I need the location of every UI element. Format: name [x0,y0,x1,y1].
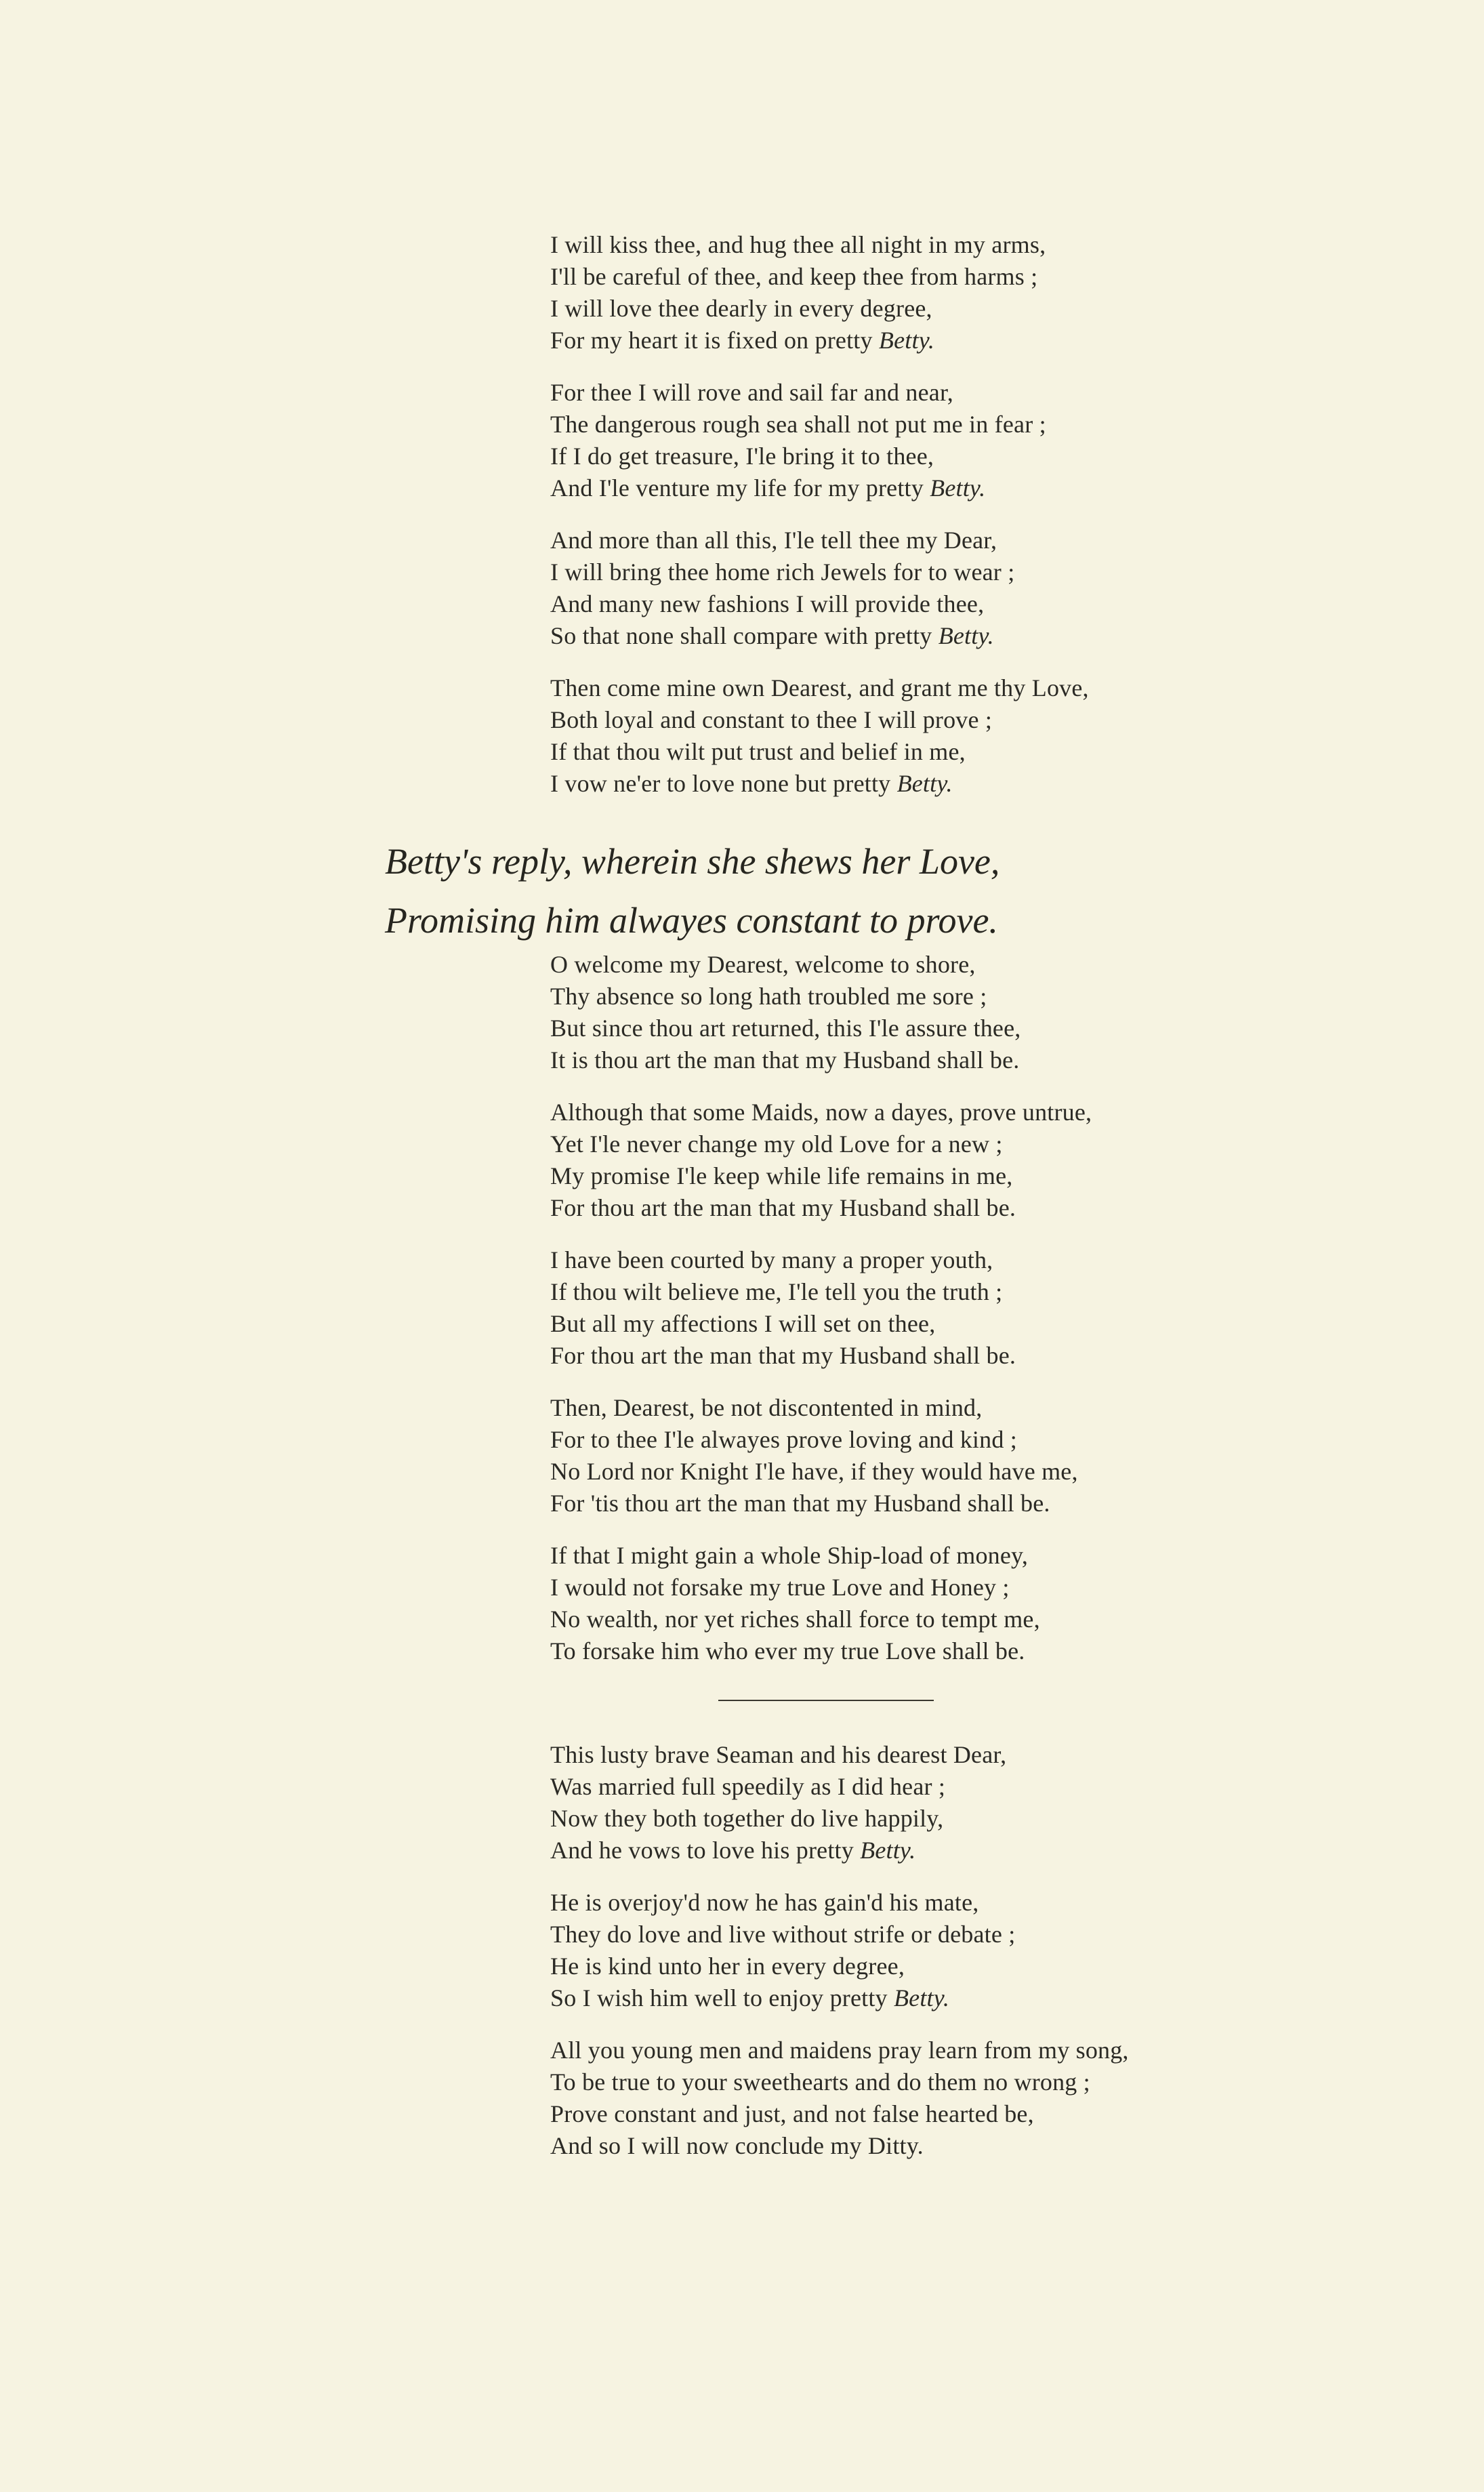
stanza [550,1244,1363,1372]
verse-line: For thou art the man that my Husband shall be. [550,1194,1016,1221]
stanza [550,1739,1363,1866]
verse-line: To forsake him who ever my true Love shall be. [550,1637,1025,1664]
verse-line: Although that some Maids, now a dayes, prove untrue, [550,1099,1092,1126]
reply-heading [385,832,1266,950]
section-divider [718,1700,934,1701]
verse-line: Thy absence so long hath troubled me sore ; [550,983,987,1010]
verse-line: Then come mine own Dearest, and grant me thy Love, [550,674,1089,701]
verse-line: Now they both together do live happily, [550,1805,944,1832]
verse-line: If I do get treasure, I'le bring it to thee, [550,443,934,470]
verse-line: No Lord nor Knight I'le have, if they would have me, [550,1458,1078,1485]
stanza [550,229,1363,356]
verse-line: No wealth, nor yet riches shall force to tempt me, [550,1606,1040,1633]
italic-name: Betty. [896,770,953,797]
stanza [550,672,1363,800]
verse-text: So that none shall compare with pretty [550,622,939,649]
verse-line: I'll be careful of thee, and keep thee from harms ; [550,263,1038,290]
italic-name: Betty. [878,327,935,354]
verse-line: But since thou art returned, this I'le assure thee, [550,1015,1021,1042]
verse-line: They do love and live without strife or debate ; [550,1921,1016,1948]
verse-text: For my heart it is fixed on pretty [550,327,879,354]
verse-line: Both loyal and constant to thee I will prove ; [550,706,993,733]
verse-text: So I wish him well to enjoy pretty [550,1984,894,2011]
verse-line [550,1835,1363,1866]
verse-line: O welcome my Dearest, welcome to shore, [550,951,976,978]
verse-line: If thou wilt believe me, I'le tell you the truth ; [550,1278,1003,1305]
verse-line: For thou art the man that my Husband shall be. [550,1342,1016,1369]
italic-name: Betty. [860,1837,916,1864]
verse-line: If that I might gain a whole Ship-load of money, [550,1542,1029,1569]
stanza [550,1887,1363,2014]
italic-name: Betty. [893,1984,950,2011]
verse-text: And he vows to love his pretty [550,1837,861,1864]
stanza [550,1097,1363,1224]
verse-line: I have been courted by many a proper youth, [550,1246,993,1273]
seaman-verses [550,229,1363,820]
verse-line: Prove constant and just, and not false hearted be, [550,2100,1034,2127]
verse-line: Then, Dearest, be not discontented in mind, [550,1394,983,1421]
verse-line: But all my affections I will set on thee, [550,1310,936,1337]
verse-line: I will love thee dearly in every degree, [550,295,932,322]
verse-line: For 'tis thou art the man that my Husband shall be. [550,1490,1050,1517]
verse-line: And many new fashions I will provide thee, [550,590,985,617]
verse-line: And more than all this, I'le tell thee my Dear, [550,527,997,554]
stanza [550,525,1363,652]
verse-line: For to thee I'le alwayes prove loving and kind ; [550,1426,1017,1453]
verse-line: I would not forsake my true Love and Honey ; [550,1574,1010,1601]
verse-line: I will kiss thee, and hug thee all night in my arms, [550,231,1046,258]
italic-name: Betty. [930,474,986,502]
verse-line: And so I will now conclude my Ditty. [550,2132,924,2159]
verse-line [550,768,1363,800]
verse-text: I vow ne'er to love none but pretty [550,770,897,797]
stanza [550,377,1363,504]
verse-line: To be true to your sweethearts and do them no wrong ; [550,2068,1090,2096]
betty-reply-verses [550,949,1363,1688]
reply-heading-line-2: Promising him alwayes constant to prove. [385,900,998,941]
verse-line: All you young men and maidens pray learn from my song, [550,2037,1129,2064]
verse-line [550,620,1363,652]
verse-line: This lusty brave Seaman and his dearest Dear, [550,1741,1007,1768]
verse-line: The dangerous rough sea shall not put me in fear ; [550,411,1046,438]
conclusion-verses [550,1739,1363,2182]
stanza [550,2035,1363,2162]
stanza [550,1392,1363,1519]
verse-line: Was married full speedily as I did hear ; [550,1773,946,1800]
verse-line: If that thou wilt put trust and belief in me, [550,738,966,765]
verse-line: My promise I'le keep while life remains in me, [550,1162,1013,1189]
verse-line: For thee I will rove and sail far and near, [550,379,953,406]
verse-line [550,325,1363,356]
stanza [550,949,1363,1076]
verse-line: I will bring thee home rich Jewels for to wear ; [550,558,1015,586]
reply-heading-line-1: Betty's reply, wherein she shews her Love, [385,841,1000,882]
verse-line [550,1982,1363,2014]
verse-text: And I'le venture my life for my pretty [550,474,930,502]
verse-line: Yet I'le never change my old Love for a new ; [550,1130,1003,1158]
italic-name: Betty. [938,622,994,649]
verse-line: He is overjoy'd now he has gain'd his mate, [550,1889,979,1916]
verse-line: It is thou art the man that my Husband shall be. [550,1046,1020,1074]
verse-line: He is kind unto her in every degree, [550,1953,905,1980]
stanza [550,1540,1363,1667]
verse-line [550,472,1363,504]
